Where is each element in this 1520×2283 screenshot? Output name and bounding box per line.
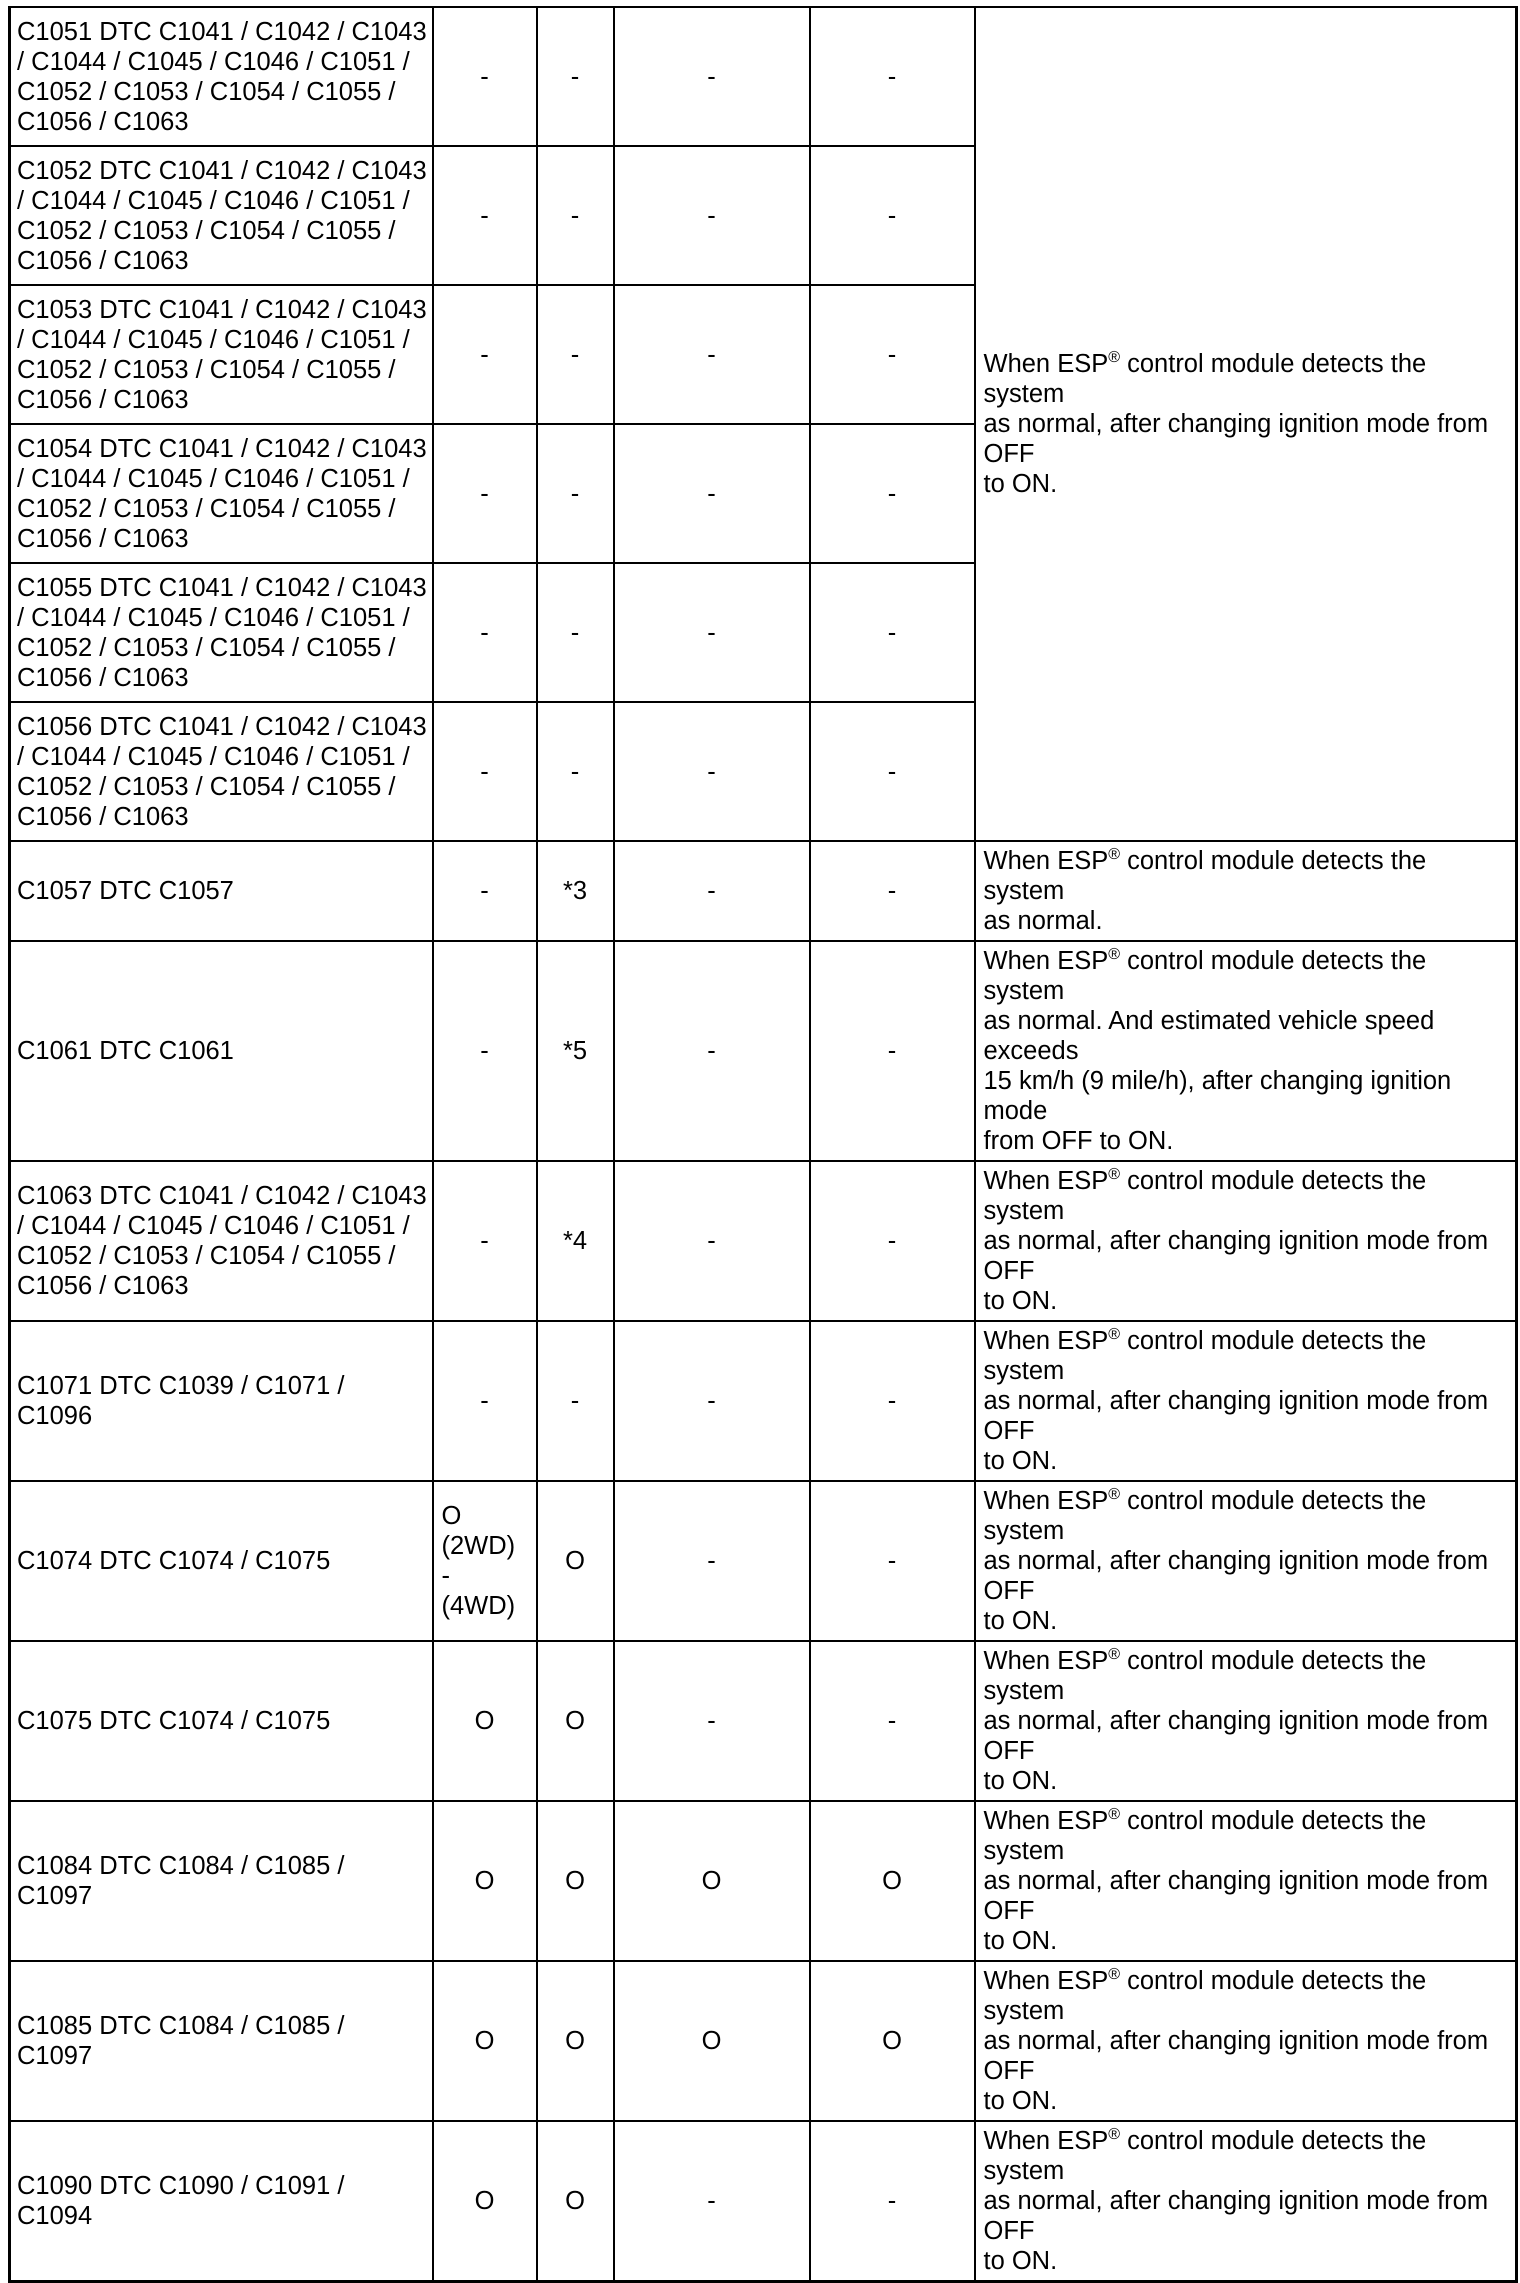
col3-value: - [614,7,810,146]
table-row [10,1641,1517,1801]
col2-value: - [537,424,614,563]
col2-value: - [537,1321,614,1481]
col3-value: - [614,285,810,424]
col2-value: - [537,702,614,841]
registered-mark: ® [1108,946,1121,963]
condition-text: When ESP® control module detects the system as normal. And estimated vehicle speed exceeds 15 km/h (9 mile/h), after changing ignition mode from OFF to ON. [975,941,1517,1161]
col1-value: O [433,1961,537,2121]
col1-value: - [433,941,537,1161]
registered-mark: ® [1108,349,1121,366]
col1-value: - [433,1321,537,1481]
col2-value: O [537,1481,614,1641]
dtc-table [8,6,1518,2283]
col2-value: O [537,1641,614,1801]
condition-text: When ESP® control module detects the system as normal, after changing ignition mode from OFF to ON. [975,2121,1517,2282]
col1-value: - [433,841,537,941]
col2-value: O [537,2121,614,2282]
col4-value: - [810,1641,975,1801]
condition-text: When ESP® control module detects the system as normal, after changing ignition mode from OFF to ON. [975,1961,1517,2121]
col4-value: - [810,146,975,285]
dtc-description: C1074 DTC C1074 / C1075 [10,1481,433,1641]
col1-value: - [433,424,537,563]
col3-value: - [614,146,810,285]
condition-text: When ESP® control module detects the system as normal, after changing ignition mode from OFF to ON. [975,7,1517,841]
registered-mark: ® [1108,1966,1121,1983]
dtc-description: C1084 DTC C1084 / C1085 / C1097 [10,1801,433,1961]
table-row [10,1801,1517,1961]
col1-value: O [433,2121,537,2282]
col1-value: - [433,285,537,424]
col3-value: - [614,941,810,1161]
dtc-description: C1063 DTC C1041 / C1042 / C1043 / C1044 / C1045 / C1046 / C1051 / C1052 / C1053 / C1054 / C1055 / C1056 / C1063 [10,1161,433,1321]
table-row [10,941,1517,1161]
col4-value: - [810,424,975,563]
table-row [10,1961,1517,2121]
col1-value: - [433,563,537,702]
table-row [10,1161,1517,1321]
col4-value: - [810,941,975,1161]
col3-value: - [614,1321,810,1481]
dtc-description: C1054 DTC C1041 / C1042 / C1043 / C1044 / C1045 / C1046 / C1051 / C1052 / C1053 / C1054 / C1055 / C1056 / C1063 [10,424,433,563]
col3-value: - [614,841,810,941]
col2-value: - [537,146,614,285]
col2-value: - [537,285,614,424]
table-row [10,1481,1517,1641]
col1-value: - [433,702,537,841]
condition-text: When ESP® control module detects the system as normal. [975,841,1517,941]
col4-value: - [810,1321,975,1481]
col2-value: - [537,563,614,702]
col3-value: O [614,1961,810,2121]
table-row [10,841,1517,941]
registered-mark: ® [1108,2126,1121,2143]
condition-text: When ESP® control module detects the system as normal, after changing ignition mode from OFF to ON. [975,1641,1517,1801]
col1-value: O (2WD) - (4WD) [433,1481,537,1641]
col4-value: - [810,1481,975,1641]
condition-text: When ESP® control module detects the system as normal, after changing ignition mode from OFF to ON. [975,1481,1517,1641]
col1-value: - [433,7,537,146]
col4-value: O [810,1961,975,2121]
dtc-description: C1051 DTC C1041 / C1042 / C1043 / C1044 / C1045 / C1046 / C1051 / C1052 / C1053 / C1054 / C1055 / C1056 / C1063 [10,7,433,146]
col1-value: O [433,1641,537,1801]
col1-value: O [433,1801,537,1961]
dtc-description: C1057 DTC C1057 [10,841,433,941]
col1-value: - [433,1161,537,1321]
col3-value: - [614,1161,810,1321]
col3-value: - [614,424,810,563]
registered-mark: ® [1108,846,1121,863]
dtc-description: C1071 DTC C1039 / C1071 / C1096 [10,1321,433,1481]
dtc-description: C1075 DTC C1074 / C1075 [10,1641,433,1801]
col2-value: *3 [537,841,614,941]
condition-text: When ESP® control module detects the system as normal, after changing ignition mode from OFF to ON. [975,1801,1517,1961]
col4-value: - [810,841,975,941]
dtc-description: C1061 DTC C1061 [10,941,433,1161]
table-row [10,2121,1517,2282]
col3-value: - [614,563,810,702]
registered-mark: ® [1108,1166,1121,1183]
dtc-description: C1052 DTC C1041 / C1042 / C1043 / C1044 / C1045 / C1046 / C1051 / C1052 / C1053 / C1054 / C1055 / C1056 / C1063 [10,146,433,285]
table-row [10,7,1517,146]
col2-value: O [537,1961,614,2121]
condition-text: When ESP® control module detects the system as normal, after changing ignition mode from OFF to ON. [975,1161,1517,1321]
col4-value: - [810,7,975,146]
col4-value: O [810,1801,975,1961]
col3-value: - [614,702,810,841]
col3-value: - [614,2121,810,2282]
col2-value: - [537,7,614,146]
dtc-description: C1055 DTC C1041 / C1042 / C1043 / C1044 / C1045 / C1046 / C1051 / C1052 / C1053 / C1054 / C1055 / C1056 / C1063 [10,563,433,702]
col4-value: - [810,1161,975,1321]
condition-text: When ESP® control module detects the system as normal, after changing ignition mode from OFF to ON. [975,1321,1517,1481]
col4-value: - [810,285,975,424]
col2-value: *4 [537,1161,614,1321]
dtc-description: C1085 DTC C1084 / C1085 / C1097 [10,1961,433,2121]
col4-value: - [810,2121,975,2282]
col2-value: *5 [537,941,614,1161]
col1-value: - [433,146,537,285]
col4-value: - [810,702,975,841]
dtc-description: C1090 DTC C1090 / C1091 / C1094 [10,2121,433,2282]
col3-value: - [614,1481,810,1641]
col4-value: - [810,563,975,702]
registered-mark: ® [1108,1646,1121,1663]
dtc-description: C1053 DTC C1041 / C1042 / C1043 / C1044 / C1045 / C1046 / C1051 / C1052 / C1053 / C1054 / C1055 / C1056 / C1063 [10,285,433,424]
col2-value: O [537,1801,614,1961]
dtc-description: C1056 DTC C1041 / C1042 / C1043 / C1044 / C1045 / C1046 / C1051 / C1052 / C1053 / C1054 / C1055 / C1056 / C1063 [10,702,433,841]
registered-mark: ® [1108,1806,1121,1823]
registered-mark: ® [1108,1326,1121,1343]
col3-value: - [614,1641,810,1801]
table-row [10,1321,1517,1481]
col3-value: O [614,1801,810,1961]
registered-mark: ® [1108,1486,1121,1503]
